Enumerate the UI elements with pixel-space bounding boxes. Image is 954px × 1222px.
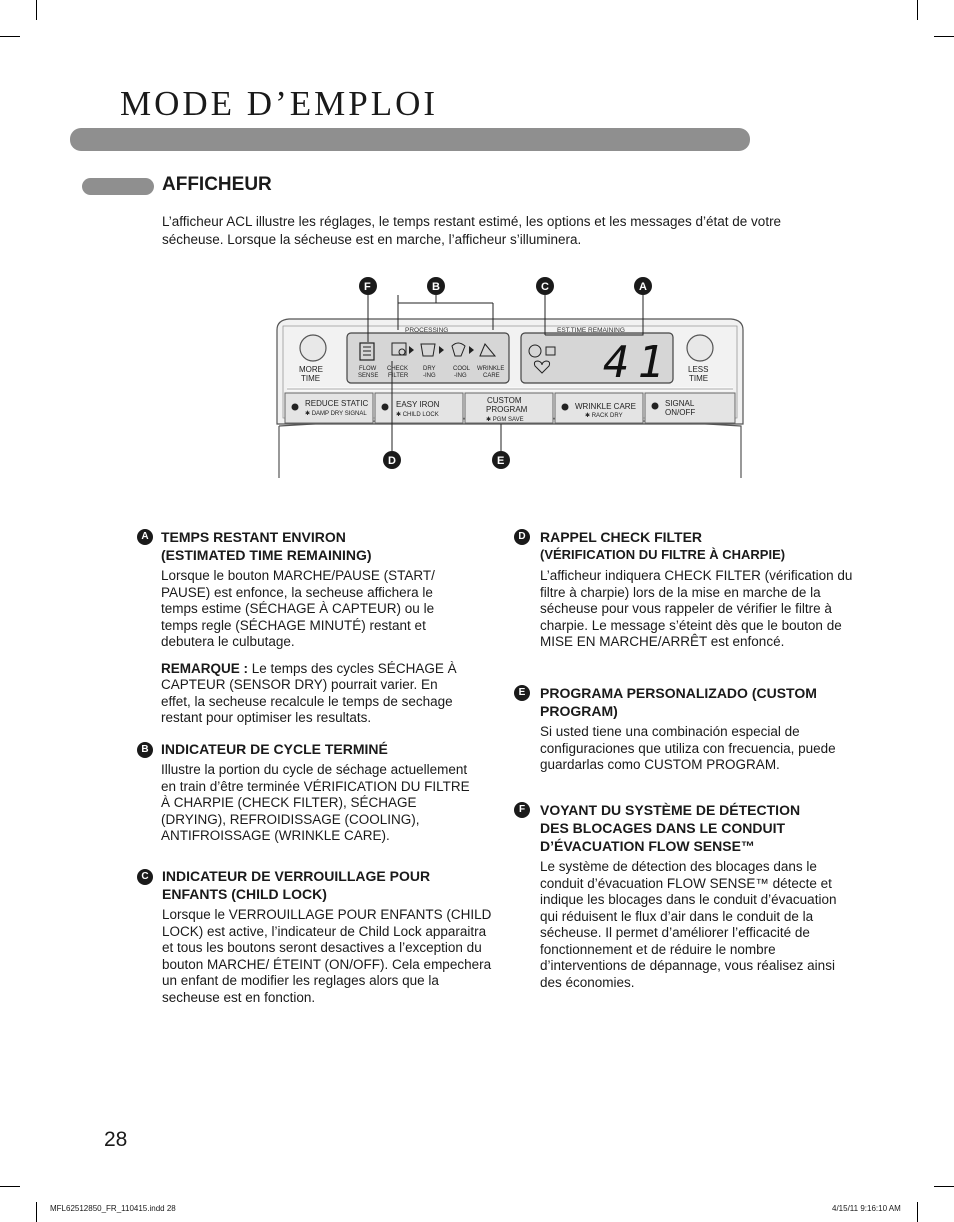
time-remaining-label: EST.TIME REMAINING	[557, 327, 625, 334]
item-b	[161, 740, 481, 845]
item-e	[540, 684, 870, 774]
callout-badge-a	[634, 277, 652, 295]
less-time-label: TIME	[689, 374, 709, 383]
more-time-button	[300, 335, 326, 361]
button-sub-label: ✱ CHILD LOCK	[396, 412, 439, 418]
callout-badge-c	[536, 277, 554, 295]
badge-d: D	[514, 529, 530, 545]
item-title: DES BLOCAGES DANS LE CONDUIT	[540, 820, 786, 836]
crop-mark	[917, 1202, 918, 1222]
item-title: INDICATEUR DE CYCLE TERMINÉ	[161, 741, 388, 757]
item-d	[540, 528, 870, 651]
svg-text:F: F	[364, 281, 371, 293]
item-body: L’afficheur indiquera CHECK FILTER (vérification du filtre à charpie) lors de la mise en marche de la sécheuse pour vous rappeler de vérifier le filtre à charpie. Le message s’éteint dès que le bouton de MISE EN MARCHE/ARRÊT est enfoncé.	[540, 568, 853, 649]
item-title: INDICATEUR DE VERROUILLAGE POUR	[162, 868, 431, 884]
section-intro: L’afficheur ACL illustre les réglages, le temps restant estimé, les options et les messages d’état de votre sécheuse. Lorsque la sécheuse est en marche, l’afficheur s’illuminera.	[162, 214, 782, 247]
badge-c: C	[137, 869, 153, 885]
svg-text:D: D	[388, 455, 396, 467]
item-body: Lorsque le VERROUILLAGE POUR ENFANTS (CHILD LOCK) est active, l’indicateur de Child Lock apparaitra et tous les boutons seront desactives a l’exception du bouton MARCHE/ ÉTEINT (ON/OFF). Cela empechera un enfant de modifier les reglages alors que la secheuse est en fonction.	[162, 907, 492, 1005]
crop-mark	[0, 1186, 20, 1187]
button-sub-label: ✱ PGM SAVE	[486, 417, 524, 423]
less-time-label: LESS	[688, 365, 709, 374]
section-title: AFFICHEUR	[162, 174, 272, 195]
icon-label: WRINKLE	[477, 366, 505, 372]
button-label: EASY IRON	[396, 400, 440, 409]
button-label: WRINKLE CARE	[575, 402, 636, 411]
item-body: Le système de détection des blocages dans le conduit d’évacuation FLOW SENSE™ détecte et indique les blocages dans le conduit d’évacuation qui réduisent le flux d’air dans le conduit de la sécheuse. Il permet d’améliorer l’efficacité de fonctionnement et de réduire le nombre d’interventions de dépannage, vous réalisez ainsi des économies.	[540, 859, 837, 990]
footer-file: MFL62512850_FR_110415.indd 28	[50, 1204, 176, 1213]
svg-text:E: E	[497, 455, 505, 467]
item-title: PROGRAM)	[540, 703, 618, 719]
button-sub-label: ON/OFF	[665, 408, 696, 417]
callout-badge-d	[383, 451, 401, 469]
svg-text:A: A	[639, 281, 647, 293]
item-a	[161, 528, 461, 727]
icon-label: SENSE	[358, 373, 379, 379]
header-bar	[70, 128, 750, 151]
crop-mark	[934, 36, 954, 37]
item-title: (ESTIMATED TIME REMAINING)	[161, 547, 372, 563]
page-title: MODE D’EMPLOI	[120, 84, 439, 123]
button-label: PROGRAM	[486, 405, 528, 414]
button-sub-label: ✱ DAMP DRY SIGNAL	[305, 411, 367, 417]
icon-label: -ING	[423, 373, 436, 379]
crop-mark	[36, 0, 37, 20]
icon-label: -ING	[454, 373, 467, 379]
less-time-button	[687, 335, 713, 361]
icon-label: COOL	[453, 366, 471, 372]
badge-b: B	[137, 742, 153, 758]
item-body: Illustre la portion du cycle de séchage actuellement en train d’être terminée VÉRIFICATION DU FILTRE À CHARPIE (CHECK FILTER), SÉCHAGE (DRYING), REFROIDISSAGE (COOLING), ANTIFROISSAGE (WRINKLE CARE).	[161, 762, 470, 843]
badge-e: E	[514, 685, 530, 701]
callout-badge-f	[359, 277, 377, 295]
button-label: SIGNAL	[665, 399, 695, 408]
svg-text:B: B	[432, 281, 440, 293]
note-label: REMARQUE :	[161, 660, 248, 676]
item-body: Si usted tiene una combinación especial de configuraciones que utiliza con frecuencia, puede guardarlas como CUSTOM PROGRAM.	[540, 724, 836, 772]
icon-label: CARE	[483, 373, 500, 379]
time-remaining-digits: 41	[603, 337, 672, 388]
item-title: D’ÉVACUATION FLOW SENSE™	[540, 838, 755, 854]
button-sub-label: ✱ RACK DRY	[585, 413, 623, 419]
item-f	[540, 801, 840, 991]
callout-badge-e	[492, 451, 510, 469]
item-title: ENFANTS (CHILD LOCK)	[162, 886, 327, 902]
icon-label: DRY	[423, 366, 436, 372]
item-c	[162, 867, 494, 1006]
item-title: TEMPS RESTANT ENVIRON	[161, 529, 346, 545]
svg-text:C: C	[541, 281, 549, 293]
crop-mark	[36, 1202, 37, 1222]
callout-badge-b	[427, 277, 445, 295]
badge-a: A	[137, 529, 153, 545]
button-label: REDUCE STATIC	[305, 399, 369, 408]
section-pill	[82, 178, 154, 195]
badge-f: F	[514, 802, 530, 818]
crop-mark	[917, 0, 918, 20]
item-note	[161, 661, 461, 727]
processing-label: PROCESSING	[405, 327, 449, 334]
item-title: PROGRAMA PERSONALIZADO (CUSTOM	[540, 685, 817, 701]
icon-label: FILTER	[388, 373, 409, 379]
control-panel-illustration	[265, 276, 755, 486]
page-number: 28	[104, 1128, 128, 1151]
note-text: Le temps des cycles SÉCHAGE À CAPTEUR (SENSOR DRY) pourrait varier. En effet, la secheuse recalcule le temps de sechage restant pour optimiser les resultats.	[161, 660, 457, 725]
item-title: VOYANT DU SYSTÈME DE DÉTECTION	[540, 802, 801, 818]
more-time-label: MORE	[299, 365, 323, 374]
crop-mark	[934, 1186, 954, 1187]
crop-mark	[0, 36, 20, 37]
button-label: CUSTOM	[487, 396, 522, 405]
footer-date: 4/15/11 9:16:10 AM	[832, 1204, 901, 1213]
item-subtitle: (VÉRIFICATION DU FILTRE À CHARPIE)	[540, 547, 786, 562]
icon-label: CHECK	[387, 366, 409, 372]
item-title: RAPPEL CHECK FILTER	[540, 529, 703, 545]
item-body: Lorsque le bouton MARCHE/PAUSE (START/ PAUSE) est enfonce, la secheuse affichera le temps estime (SÉCHAGE À CAPTEUR) ou le temps regle (SÉCHAGE MINUTÉ) restant et debutera le culbutage.	[161, 568, 435, 649]
more-time-label: TIME	[301, 374, 321, 383]
icon-label: FLOW	[359, 366, 377, 372]
